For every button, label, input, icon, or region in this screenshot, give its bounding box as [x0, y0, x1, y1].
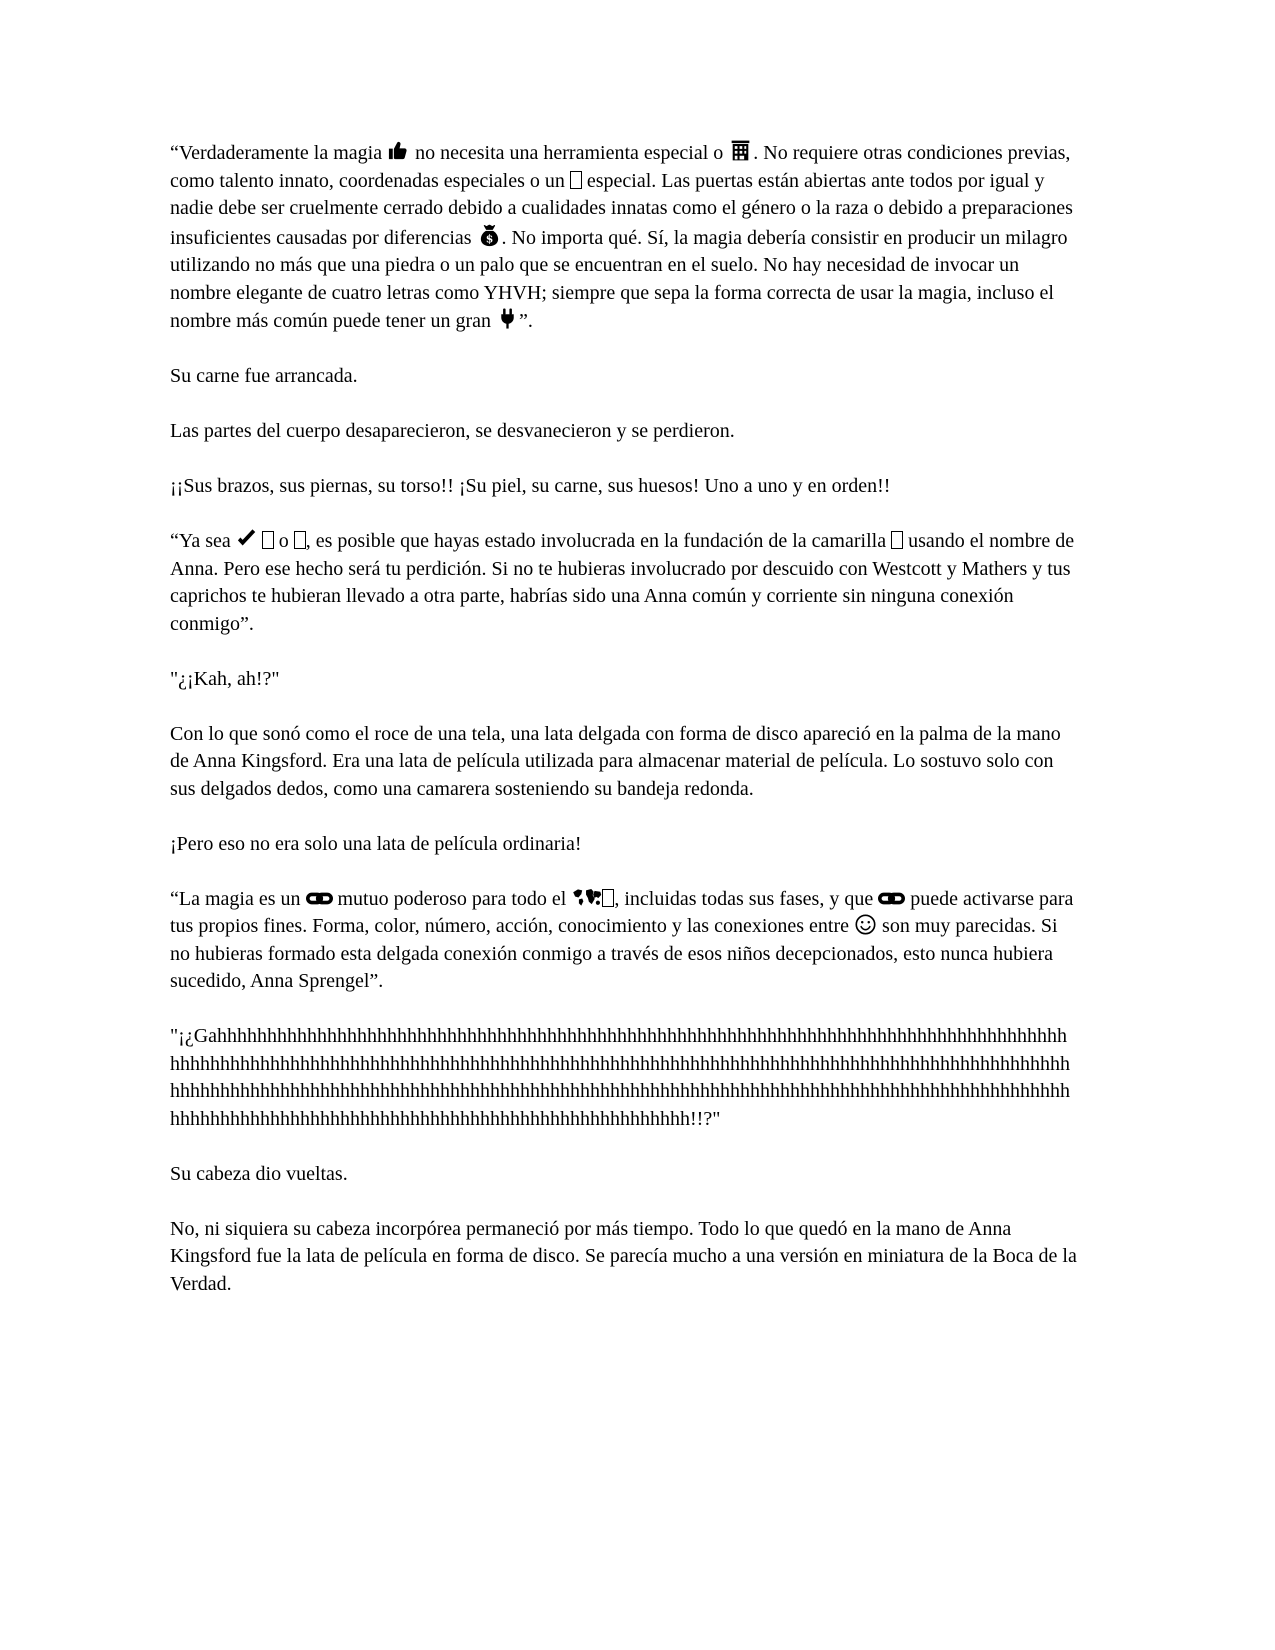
text-run: usando el nombre de Anna. Pero ese hecho será tu perdición. Si no te hubieras involucrado por descuido con Westcott y Mathers y tus caprichos te hubieran llevado a otra parte, habrías sido una Anna común y corriente sin ninguna conexión conmigo”.: [170, 530, 1079, 635]
building-icon: [728, 138, 753, 163]
text-run: ”.: [519, 310, 533, 332]
missing-glyph-box: [891, 531, 903, 549]
text-run: . No importa qué. Sí, la magia debería consistir en producir un milagro utilizando no más que una piedra o un palo que se encuentran en el suelo. No hay necesidad de invocar un nombre elegante de cuatro letras como YHVH; siempre que sepa la forma correcta de usar la magia, incluso el nombre más común puede tener un gran: [170, 226, 1073, 332]
text-run: Con lo que sonó como el roce de una tela, una lata delgada con forma de disco apareció en la palma de la mano de Anna Kingsford. Era una lata de película utilizada para almacenar material de película. Lo sostuvo solo con sus delgados dedos, como una camarera sosteniendo su bandeja redonda.: [170, 722, 1066, 800]
text-run: No, ni siquiera su cabeza incorpórea permaneció por más tiempo. Todo lo que quedó en la mano de Anna Kingsford fue la lata de película en forma de disco. Se parecía mucho a una versión en miniatura de la Boca de la Verdad.: [170, 1217, 1082, 1295]
missing-glyph-box: [570, 171, 582, 189]
link-icon: [306, 891, 333, 906]
text-run: puede activarse para tus propios fines. Forma, color, número, acción, conocimiento y las conexiones entre: [170, 887, 1079, 937]
text-run: , es posible que hayas estado involucrada en la fundación de la camarilla: [305, 530, 892, 552]
paragraph-kah: [170, 666, 1077, 694]
text-run: “La magia es un: [170, 887, 306, 910]
text-run: no necesita una herramienta especial o: [410, 142, 729, 164]
paragraph-head-spun: [170, 1161, 1077, 1189]
svg-text:$: $: [485, 231, 493, 245]
paragraph-body-parts: [170, 418, 1077, 446]
money-bag-icon: [477, 223, 502, 248]
link-icon: [878, 891, 905, 906]
missing-glyph-box: [294, 531, 306, 549]
text-run: son muy parecidas. Si no hubieras formado esta delgada conexión conmigo a través de esos niños decepcionados, esto nunca hubiera sucedido, Anna Sprengel”.: [170, 915, 1063, 992]
text-run: "¡¿Gahhhhhhhhhhhhhhhhhhhhhhhhhhhhhhhhhhhhhhhhhhhhhhhhhhhhhhhhhhhhhhhhhhhhhhhhhhhhhhhhhhhhhhhhhhhhhhhhhhhhhhhhhhhhhhhhhhhhhhhhhhhhhhhhhhhhhhhhhhhhhhhhhhhhhhhhhhhhhhhhhhhhhhhhhhhhhhhhhhhhhhhhhhhhhhhhhhhhhhhhhhhhhhhhhhhhhhhhhhhhhhhhhhhhhhhhhhhhhhhhhhhhhhhhhhhhhhhhhhhhhhhhhhhhhhhhhhhhhhhhhhhhhhhhhhhhhhhhhhhhhhhhhhhhhhhhhhhhh!!?": [170, 1025, 1070, 1130]
plug-icon: [496, 307, 519, 330]
text-run: o: [273, 530, 294, 552]
text-run: Las partes del cuerpo desaparecieron, se desvanecieron y se perdieron.: [170, 420, 735, 442]
paragraph-magic-quote-1: [170, 138, 1077, 336]
text-run: “Ya sea: [170, 530, 236, 552]
paragraph-film-can: [170, 721, 1077, 804]
missing-glyph-box: [262, 531, 274, 549]
smiley-icon: [854, 913, 877, 936]
text-run: especial. Las puertas están abiertas ante todos por igual y nadie debe ser cruelmente cerrado debido a cualidades innatas como el género o la raza o debido a preparaciones insuficientes causadas por diferencias: [170, 169, 1078, 249]
text-run: mutuo poderoso para todo el: [332, 887, 572, 910]
world-map-icon: [571, 888, 602, 907]
text-run: "¿¡Kah, ah!?": [170, 667, 280, 690]
text-run: . No requiere otras condiciones previas, como talento innato, coordenadas especiales o un: [170, 142, 1076, 192]
text-run: “Verdaderamente la magia: [170, 142, 388, 164]
text-run: Su cabeza dio vueltas.: [170, 1162, 348, 1185]
paragraph-arms-legs: [170, 473, 1077, 501]
paragraph-not-ordinary: [170, 831, 1077, 859]
text-run: ¡Pero eso no era solo una lata de película ordinaria!: [170, 832, 582, 855]
thumbs-up-icon: [387, 139, 410, 162]
paragraph-flesh: [170, 363, 1077, 391]
text-run: , incluidas todas sus fases, y que: [614, 887, 879, 910]
paragraph-final: [170, 1216, 1082, 1299]
missing-glyph-box: [602, 889, 614, 907]
text-run: ¡¡Sus brazos, sus piernas, su torso!! ¡Su piel, su carne, sus huesos! Uno a uno y en orden!!: [170, 475, 891, 497]
paragraph-magic-quote-2: [170, 886, 1077, 996]
paragraph-ya-sea-quote: [170, 528, 1077, 638]
check-icon: [236, 528, 257, 549]
paragraph-scream: [170, 1023, 1077, 1133]
text-run: Su carne fue arrancada.: [170, 365, 358, 387]
document-body: [170, 138, 1082, 1326]
